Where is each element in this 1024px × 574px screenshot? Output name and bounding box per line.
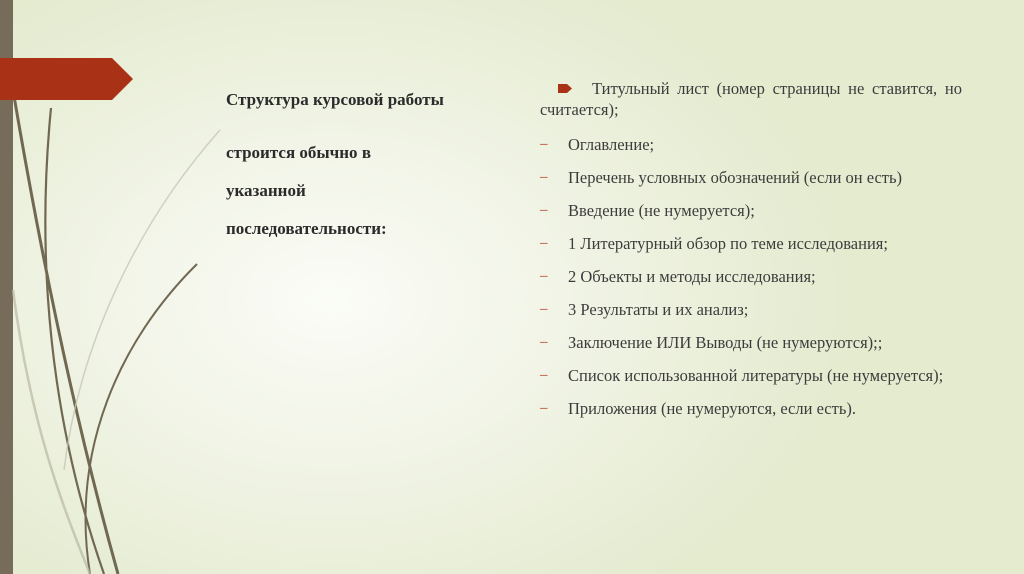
dash-bullet-icon: – xyxy=(540,334,548,350)
arrow-bullet-icon xyxy=(558,84,572,93)
list-item-text: 1 Литературный обзор по теме исследования; xyxy=(568,234,888,253)
dash-bullet-icon: – xyxy=(540,301,548,317)
list-item-text: Оглавление; xyxy=(568,135,655,154)
list-item xyxy=(540,200,962,221)
dash-bullet-icon: – xyxy=(540,202,548,218)
list-item xyxy=(540,167,962,188)
dash-bullet-icon: – xyxy=(540,136,548,152)
list-item-text: Введение (не нумеруется); xyxy=(568,201,755,220)
list-item xyxy=(540,365,962,386)
list-item xyxy=(540,332,962,353)
subtitle-word: обычно xyxy=(299,143,358,162)
list-item-text: Титульный лист (номер страницы не ставится, но считается); xyxy=(540,79,962,119)
dash-bullet-icon: – xyxy=(540,400,548,416)
dash-bullet-icon: – xyxy=(540,169,548,185)
list-item-text: Заключение ИЛИ Выводы (не нумеруются);; xyxy=(568,333,883,352)
subtitle-line-3: последовательности: xyxy=(226,219,387,238)
structure-list xyxy=(540,78,962,431)
list-item-text: 2 Объекты и методы исследования; xyxy=(568,267,816,286)
list-item xyxy=(540,266,962,287)
dash-bullet-icon: – xyxy=(540,235,548,251)
dash-bullet-icon: – xyxy=(540,367,548,383)
slide-title: Структура курсовой работы xyxy=(226,90,444,109)
subtitle-line-2: указанной xyxy=(226,181,306,200)
list-item xyxy=(540,233,962,254)
subtitle-word: в xyxy=(361,143,371,162)
list-item xyxy=(540,398,962,419)
list-item xyxy=(540,134,962,155)
list-item-title-page xyxy=(540,78,962,120)
subtitle-word: строится xyxy=(226,143,296,162)
list-item-text: Перечень условных обозначений (если он есть) xyxy=(568,168,903,187)
list-item-text: Список использованной литературы (не нумеруется); xyxy=(568,366,944,385)
title-arrow-banner-icon xyxy=(0,58,133,100)
left-column xyxy=(226,86,504,248)
slide-subtitle xyxy=(226,134,504,248)
list-item xyxy=(540,299,962,320)
dash-bullet-icon: – xyxy=(540,268,548,284)
subtitle-line-1 xyxy=(226,134,504,172)
list-item-text: 3 Результаты и их анализ; xyxy=(568,300,749,319)
list-item-text: Приложения (не нумеруются, если есть). xyxy=(568,399,856,418)
